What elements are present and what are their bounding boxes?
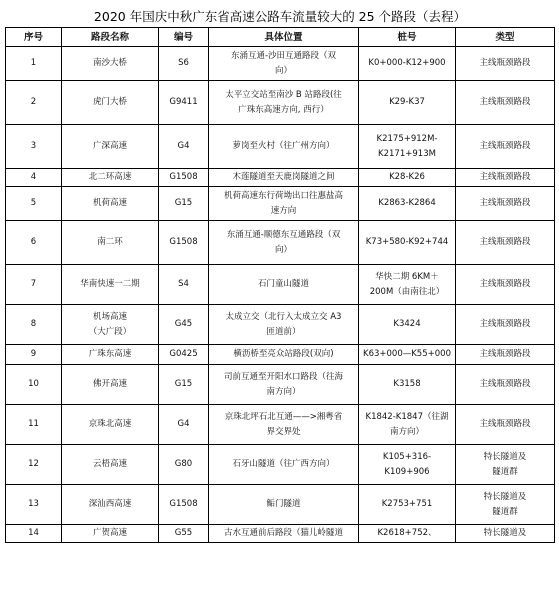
table-title: 2020 年国庆中秋广东省高速公路车流量较大的 25 个路段（去程） [93,9,467,24]
cell-code: G4 [159,125,209,169]
cell-location: 石门童山隧道 [209,265,359,305]
cell-no: 14 [6,525,62,543]
cell-stake: K2753+751 [359,485,456,525]
header-stake: 桩号 [359,28,456,47]
cell-name: 南沙大桥 [62,47,159,81]
cell-location: 京珠北坪石北互通——>湘粤省 界交界处 [209,405,359,445]
table-row [6,81,555,125]
cell-name: 机场高速 （大广段） [62,305,159,345]
document-page [5,8,554,543]
cell-type: 主线瓶颈路段 [456,169,555,187]
cell-name: 华南快速一二期 [62,265,159,305]
cell-no: 13 [6,485,62,525]
cell-location: 司前互通至开阳水口路段（往海 南方向） [209,365,359,405]
cell-location: 横沥桥至亮众站路段(双向) [209,345,359,365]
cell-location: 木莲隧道至天鹿岗隧道之间 [209,169,359,187]
cell-no: 12 [6,445,62,485]
cell-type: 主线瓶颈路段 [456,81,555,125]
cell-stake: K2863-K2864 [359,187,456,221]
cell-no: 7 [6,265,62,305]
cell-stake: K2618+752、 [359,525,456,543]
cell-type: 主线瓶颈路段 [456,187,555,221]
cell-stake: K28-K26 [359,169,456,187]
table-row [6,365,555,405]
cell-no: 10 [6,365,62,405]
cell-type: 主线瓶颈路段 [456,345,555,365]
cell-name: 北二环高速 [62,169,159,187]
table-row [6,265,555,305]
table-row [6,345,555,365]
header-row [6,28,555,47]
cell-no: 3 [6,125,62,169]
table-row [6,221,555,265]
cell-no: 6 [6,221,62,265]
header-code: 编号 [159,28,209,47]
cell-location: 机荷高速东行荷坳出口往惠盐高 速方向 [209,187,359,221]
cell-location: 太成立交（北行入太成立交 A3 匝道前） [209,305,359,345]
header-type: 类型 [456,28,555,47]
cell-type: 主线瓶颈路段 [456,47,555,81]
cell-code: G45 [159,305,209,345]
cell-type: 主线瓶颈路段 [456,265,555,305]
table-row [6,445,555,485]
cell-stake: 华快二期 6KM＋ 200M（由南往北） [359,265,456,305]
cell-code: G1508 [159,169,209,187]
cell-type: 主线瓶颈路段 [456,365,555,405]
cell-location: 太平立交站至南沙 B 站路段(往 广珠东高速方向, 西行） [209,81,359,125]
cell-type: 主线瓶颈路段 [456,125,555,169]
cell-location: 鲘门隧道 [209,485,359,525]
cell-no: 5 [6,187,62,221]
cell-no: 11 [6,405,62,445]
traffic-table [5,8,555,543]
cell-name: 南二环 [62,221,159,265]
cell-type: 主线瓶颈路段 [456,405,555,445]
cell-code: G1508 [159,221,209,265]
cell-no: 8 [6,305,62,345]
cell-name: 深汕西高速 [62,485,159,525]
cell-location: 东涌互通-顺德东互通路段（双 向） [209,221,359,265]
cell-name: 佛开高速 [62,365,159,405]
cell-stake: K3158 [359,365,456,405]
cell-stake: K2175+912M- K2171+913M [359,125,456,169]
header-no: 序号 [6,28,62,47]
cell-code: G55 [159,525,209,543]
cell-code: S6 [159,47,209,81]
cell-type: 主线瓶颈路段 [456,221,555,265]
cell-code: G15 [159,365,209,405]
cell-code: G15 [159,187,209,221]
cell-location: 古水互通前后路段（猫儿岭隧道 [209,525,359,543]
cell-code: G4 [159,405,209,445]
cell-code: G1508 [159,485,209,525]
cell-location: 萝岗至火村（往广州方向） [209,125,359,169]
cell-no: 1 [6,47,62,81]
table-row [6,525,555,543]
cell-location: 东涌互通-沙田互通路段（双 向） [209,47,359,81]
cell-name: 广深高速 [62,125,159,169]
table-row [6,47,555,81]
cell-name: 广珠东高速 [62,345,159,365]
cell-stake: K29-K37 [359,81,456,125]
table-row [6,187,555,221]
cell-no: 9 [6,345,62,365]
cell-code: G0425 [159,345,209,365]
header-location: 具体位置 [209,28,359,47]
cell-type: 主线瓶颈路段 [456,305,555,345]
cell-type: 特长隧道及 隧道群 [456,485,555,525]
table-row [6,169,555,187]
cell-stake: K105+316-K109+906 [359,445,456,485]
table-row [6,405,555,445]
cell-code: G80 [159,445,209,485]
cell-type: 特长隧道及 [456,525,555,543]
cell-name: 广贺高速 [62,525,159,543]
header-name: 路段名称 [62,28,159,47]
cell-no: 2 [6,81,62,125]
table-row [6,125,555,169]
cell-stake: K1842-K1847（往湖 南方向） [359,405,456,445]
cell-name: 云梧高速 [62,445,159,485]
cell-code: G9411 [159,81,209,125]
cell-stake: K73+580-K92+744 [359,221,456,265]
cell-stake: K63+000—K55+000 [359,345,456,365]
cell-no: 4 [6,169,62,187]
table-row [6,485,555,525]
cell-location: 石牙山隧道（往广西方向） [209,445,359,485]
cell-stake: K0+000-K12+900 [359,47,456,81]
cell-name: 机荷高速 [62,187,159,221]
cell-name: 虎门大桥 [62,81,159,125]
cell-type: 特长隧道及 隧道群 [456,445,555,485]
table-row [6,305,555,345]
cell-name: 京珠北高速 [62,405,159,445]
cell-stake: K3424 [359,305,456,345]
cell-code: S4 [159,265,209,305]
